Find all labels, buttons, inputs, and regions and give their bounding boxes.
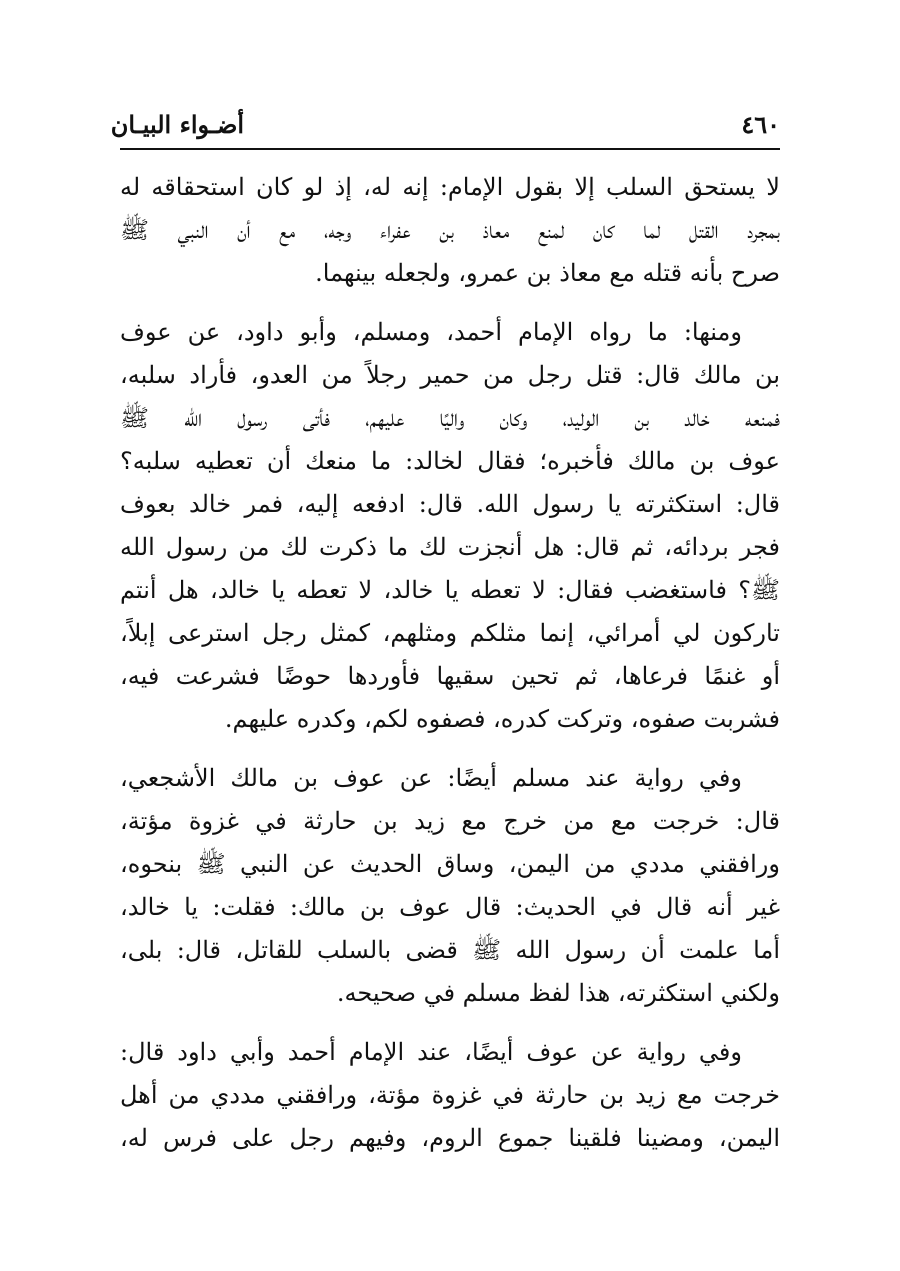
paragraph-4 — [120, 1031, 780, 1160]
text-line: وفي رواية عن عوف أيضًا، عند الإمام أحمد وأبي داود قال: — [120, 1038, 742, 1066]
text-line: خرجت مع زيد بن حارثة في غزوة مؤتة، ورافقني مددي من أهل — [120, 1081, 780, 1109]
paragraph-3 — [120, 757, 780, 1015]
page-body — [120, 166, 780, 1160]
text-line: قال: استكثرته يا رسول الله. قال: ادفعه إليه، فمر خالد بعوف — [120, 490, 780, 518]
paragraph-1 — [120, 166, 780, 295]
text-line: فجر بردائه، ثم قال: هل أنجزت لك ما ذكرت لك من رسول الله — [120, 533, 780, 561]
text-line: فشربت صفوه، وتركت كدره، فصفوه لكم، وكدره عليهم. — [224, 705, 780, 733]
text-line: اليمن، ومضينا فلقينا جموع الروم، وفيهم رجل على فرس له، — [120, 1124, 780, 1152]
text-line: بمجرد القتل لما كان لمنع معاذ بن عفراء وجه، مع أن النبي ﷺ — [120, 216, 780, 244]
text-line: وفي رواية عند مسلم أيضًا: عن عوف بن مالك الأشجعي، — [120, 764, 742, 792]
text-line: لا يستحق السلب إلا بقول الإمام: إنه له، إذ لو كان استحقاقه له — [120, 173, 780, 201]
text-line: ومنها: ما رواه الإمام أحمد، ومسلم، وأبو داود، عن عوف — [120, 318, 742, 346]
text-line: صرح بأنه قتله مع معاذ بن عمرو، ولجعله بينهما. — [315, 259, 780, 287]
text-line: ورافقني مددي من اليمن، وساق الحديث عن النبي ﷺ بنحوه، — [120, 850, 780, 878]
text-line: فمنعه خالد بن الوليد، وكان واليًا عليهم، فأتى رسول الله ﷺ — [120, 404, 780, 432]
text-line: عوف بن مالك فأخبره؛ فقال لخالد: ما منعك أن تعطيه سلبه؟ — [120, 447, 780, 475]
text-line: أما علمت أن رسول الله ﷺ قضى بالسلب للقاتل، قال: بلى، — [120, 936, 780, 964]
text-line: بن مالك قال: قتل رجل من حمير رجلاً من العدو، فأراد سلبه، — [120, 361, 780, 389]
text-line: ولكني استكثرته، هذا لفظ مسلم في صحيحه. — [336, 979, 780, 1007]
text-line: أو غنمًا فرعاها، ثم تحين سقيها فأوردها حوضًا فشرعت فيه، — [120, 662, 780, 690]
page-header — [110, 108, 780, 150]
text-line: تاركون لي أمرائي، إنما مثلكم ومثلهم، كمثل رجل استرعى إبلاً، — [120, 619, 780, 647]
paragraph-2 — [120, 311, 780, 741]
page-number: ٤٦٠ — [741, 110, 780, 139]
text-line: غير أنه قال في الحديث: قال عوف بن مالك: فقلت: يا خالد، — [120, 893, 780, 921]
text-line: قال: خرجت مع من خرج مع زيد بن حارثة في غزوة مؤتة، — [120, 807, 780, 835]
text-line: ﷺ؟ فاستغضب فقال: لا تعطه يا خالد، لا تعطه يا خالد، هل أنتم — [120, 576, 780, 604]
book-title: أضـواء البيـان — [110, 110, 244, 139]
